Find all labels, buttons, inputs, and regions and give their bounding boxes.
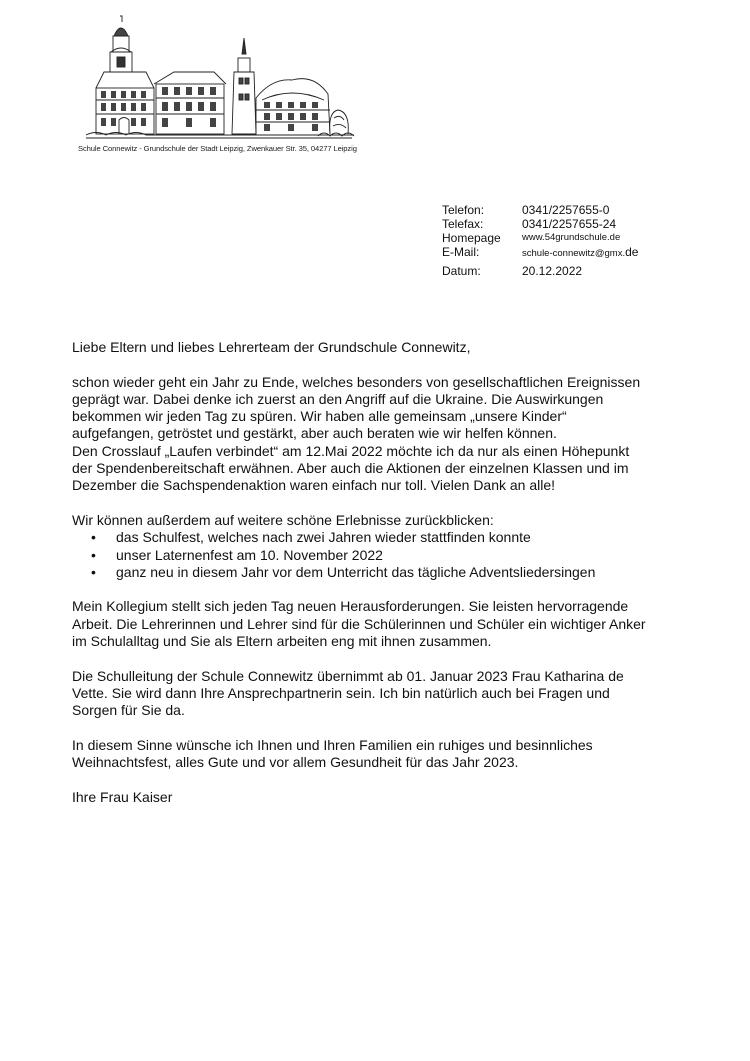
list-item-text: ganz neu in diesem Jahr vor dem Unterricht das tägliche Adventsliedersingen — [116, 563, 596, 580]
text-line: Sorgen für Sie da. — [72, 702, 185, 719]
contact-label: Datum: — [442, 264, 481, 278]
email-address: schule-connewitz@gmx. — [522, 248, 626, 259]
contact-label: Homepage — [442, 231, 501, 245]
homepage-link[interactable]: www.54grundschule.de — [522, 232, 621, 243]
list-item-text: das Schulfest, welches nach zwei Jahren wieder stattfinden konnte — [116, 529, 531, 546]
text-line: geprägt war. Dabei denke ich zuerst an den Angriff auf die Ukraine. Die Auswirkungen — [72, 390, 604, 407]
text-line: Weihnachtsfest, alles Gute und vor allem Gesundheit für das Jahr 2023. — [72, 754, 519, 771]
text-line: der Spendenbereitschaft erwähnen. Aber auch die Aktionen der einzelnen Klassen und im — [72, 460, 629, 477]
contact-label: E-Mail: — [442, 245, 480, 259]
text-line: aufgefangen, getröstet und gestärkt, aber auch beraten wie wir helfen können. — [72, 425, 557, 442]
highlights-list — [72, 529, 712, 581]
text-line: schon wieder geht ein Jahr zu Ende, welches besonders von gesellschaftlichen Ereignissen — [72, 373, 641, 390]
text-line: Mein Kollegium stellt sich jeden Tag neuen Herausforderungen. Sie leisten hervorragende — [72, 598, 629, 615]
fax-number: 0341/2257655-24 — [522, 217, 617, 231]
bullet-icon: • — [91, 546, 96, 563]
text-line: Arbeit. Die Lehrerinnen und Lehrer sind für die Schülerinnen und Schüler ein wichtiger Anker — [72, 615, 646, 632]
sender-address-line: Schule Connewitz - Grundschule der Stadt Leipzig, Zwenkauer Str. 35, 04277 Leipzig — [78, 144, 357, 153]
contact-label: Telefax: — [442, 217, 484, 231]
text-line: Vette. Sie wird dann Ihre Ansprechpartnerin sein. Ich bin natürlich auch bei Fragen und — [72, 684, 610, 701]
school-building-logo — [86, 14, 354, 142]
text-line: Dezember die Sachspendenaktion waren einfach nur toll. Vielen Dank an alle! — [72, 477, 556, 494]
list-item — [91, 563, 712, 581]
list-item-text: unser Laternenfest am 10. November 2022 — [116, 546, 383, 563]
list-item — [91, 546, 712, 564]
bullet-icon: • — [91, 563, 96, 580]
closing-signature: Ihre Frau Kaiser — [72, 788, 173, 805]
paragraph-events — [72, 374, 712, 495]
list-intro: Wir können außerdem auf weitere schöne Erlebnisse zurückblicken: — [72, 511, 494, 528]
phone-number: 0341/2257655-0 — [522, 203, 610, 217]
text-line: bekommen wir jeden Tag zu spüren. Wir haben alle gemeinsam „unsere Kinder“ — [72, 408, 567, 425]
text-line: im Schulalltag und Sie als Eltern arbeiten eng mit ihnen zusammen. — [72, 633, 492, 650]
list-item — [91, 529, 712, 546]
email-tld: de — [625, 245, 639, 259]
text-line: Die Schulleitung der Schule Connewitz übernimmt ab 01. Januar 2023 Frau Katharina de — [72, 667, 624, 684]
text-line: In diesem Sinne wünsche ich Ihnen und Ihren Familien ein ruhiges und besinnliches — [72, 736, 593, 753]
letter-body — [72, 339, 712, 823]
paragraph-leadership — [72, 668, 712, 720]
contact-label: Telefon: — [442, 203, 485, 217]
salutation: Liebe Eltern und liebes Lehrerteam der Grundschule Connewitz, — [72, 339, 471, 355]
text-line: Den Crosslauf „Laufen verbindet“ am 12.Mai 2022 möchte ich da nur als einen Höhepunkt — [72, 442, 630, 459]
email-link[interactable] — [522, 245, 638, 261]
letter-date: 20.12.2022 — [522, 264, 583, 278]
paragraph-staff — [72, 598, 712, 650]
bullet-icon: • — [91, 529, 96, 546]
paragraph-wishes — [72, 737, 712, 772]
